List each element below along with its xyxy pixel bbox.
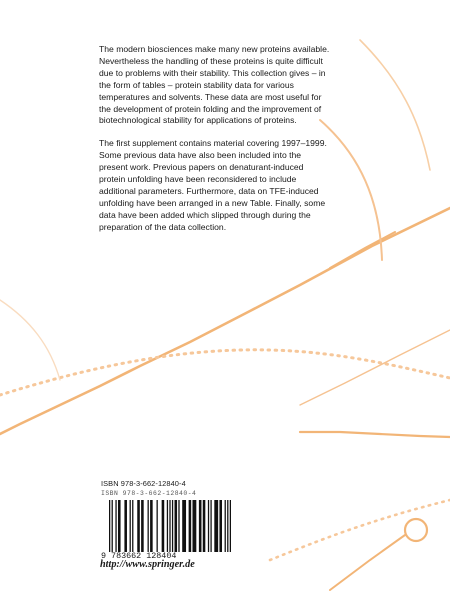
sweep-line-top	[330, 232, 395, 268]
barcode	[101, 500, 233, 562]
barcode-bar	[141, 500, 144, 552]
barcode-bar	[199, 500, 202, 552]
barcode-bar	[148, 500, 149, 552]
barcode-bar	[109, 500, 110, 552]
barcode-bar	[157, 500, 158, 552]
barcode-bar	[169, 500, 170, 552]
lower-band	[300, 432, 450, 437]
barcode-bar	[208, 500, 209, 552]
description-paragraph-1: The modern biosciences make many new proteins available. Nevertheless the handling of these proteins is quite difficult due to problems with their stability. This collection gives – in the form of tables – protein stability data for various temperatures and solvents. These data are most useful for the development of protein folding and the improvement of biotechnological stability for applications of proteins.	[99, 44, 330, 126]
barcode-bar	[115, 500, 116, 552]
publisher-url: http://www.springer.de	[100, 559, 195, 570]
barcode-bars	[109, 500, 231, 552]
isbn-ocr-line: ISBN 978-3-662-12840-4	[101, 490, 197, 497]
barcode-bar	[225, 500, 226, 552]
barcode-bar	[192, 500, 196, 552]
barcode-bar	[132, 500, 133, 552]
barcode-bar	[230, 500, 231, 552]
ring-handle	[330, 535, 405, 590]
curve-left	[0, 300, 60, 380]
barcode-bar	[174, 500, 177, 552]
barcode-bar	[130, 500, 131, 552]
barcode-bar	[172, 500, 173, 552]
barcode-bar	[118, 500, 121, 552]
barcode-bar	[137, 500, 140, 552]
barcode-digits: 9 783662 128404	[101, 551, 177, 561]
barcode-bar	[227, 500, 228, 552]
description-paragraph-2: The first supplement contains material covering 1997–1999. Some previous data have also been included into the present work. Previous papers on denaturant-induced protein unfolding have been reconsidered to include additional parameters. Furthermore, data on TFE-induced unfolding have been arranged in a new Table. Finally, some data have been added which slipped through during the preparation of the data collection.	[99, 138, 327, 232]
barcode-bar	[112, 500, 113, 552]
barcode-bar	[210, 500, 211, 552]
barcode-bar	[182, 500, 186, 552]
barcode-bar	[178, 500, 179, 552]
barcode-bar	[150, 500, 153, 552]
sweep-line-thin	[300, 330, 450, 405]
barcode-bar	[203, 500, 206, 552]
isbn-label: ISBN 978-3-662-12840-4	[101, 479, 186, 488]
ring-shape	[405, 519, 427, 541]
curve-right-2	[360, 40, 430, 170]
barcode-bar	[219, 500, 222, 552]
barcode-bar	[189, 500, 192, 552]
barcode-bar	[214, 500, 218, 552]
barcode-bar	[162, 500, 165, 552]
barcode-bar	[124, 500, 127, 552]
dotted-curve-upper	[0, 350, 450, 395]
isbn-block	[101, 479, 301, 562]
barcode-bar	[167, 500, 168, 552]
description-text	[99, 44, 331, 245]
